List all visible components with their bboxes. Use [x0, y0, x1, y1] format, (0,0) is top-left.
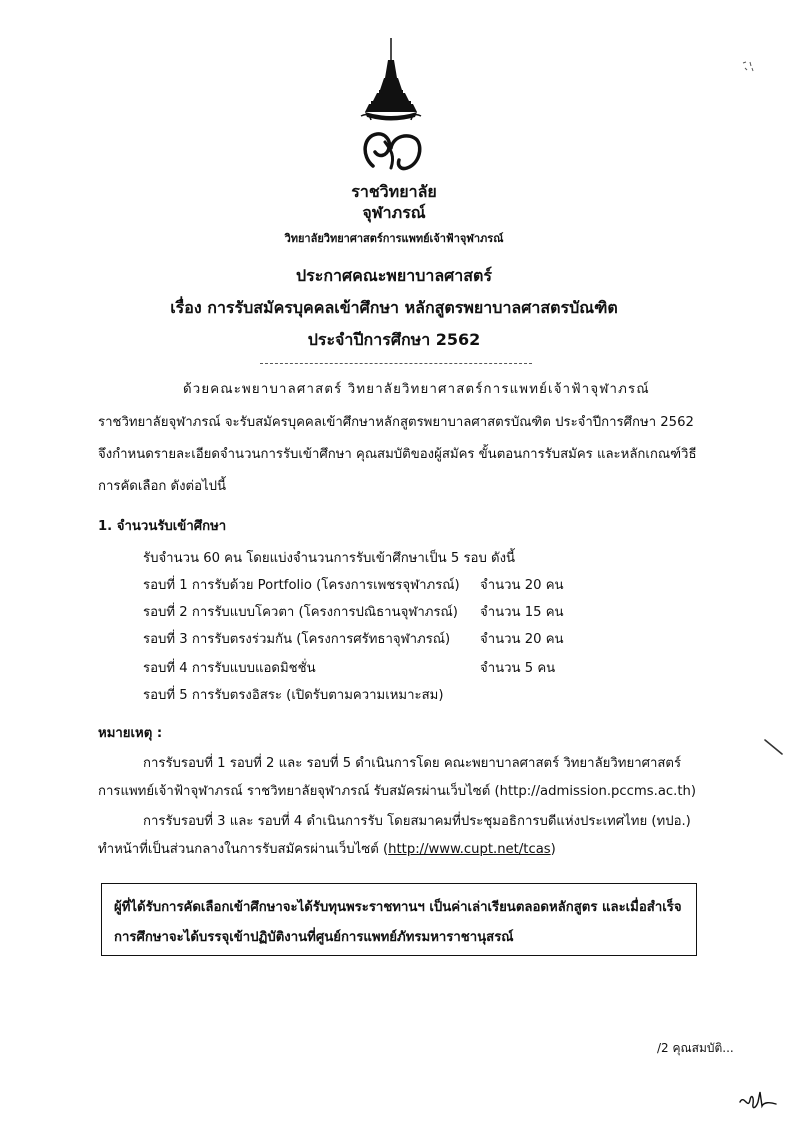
round-4-count: จำนวน 5 คน: [480, 661, 556, 676]
scan-mark-icon: [741, 60, 755, 72]
signature-initials-icon: [738, 1088, 778, 1112]
intro-line-2: ราชวิทยาลัยจุฬาภรณ์ จะรับสมัครบุคคลเข้าศึกษาหลักสูตรพยาบาลศาสตรบัณฑิต ประจำปีการศึกษา 2562: [98, 415, 694, 430]
note-line-2: การแพทย์เจ้าฟ้าจุฬาภรณ์ ราชวิทยาลัยจุฬาภรณ์ รับสมัครผ่านเว็บไซต์ (http://admission.pccms.ac.th): [98, 784, 697, 799]
round-2-label: รอบที่ 2 การรับแบบโควตา (โครงการปณิธานจุฬาภรณ์): [143, 605, 458, 620]
scholarship-notice-line-2: การศึกษาจะได้บรรจุเข้าปฏิบัติงานที่ศูนย์การแพทย์ภัทรมหาราชานุสรณ์: [114, 930, 514, 945]
intro-line-3: จึงกำหนดรายละเอียดจำนวนการรับเข้าศึกษา คุณสมบัติของผู้สมัคร ขั้นตอนการรับสมัคร และหลักเกณฑ์วิธี: [98, 447, 697, 462]
tcas-link[interactable]: http://www.cupt.net/tcas: [388, 842, 551, 857]
round-3-label: รอบที่ 3 การรับตรงร่วมกัน (โครงการศรัทธาจุฬาภรณ์): [143, 632, 451, 647]
scholarship-notice-line-1: ผู้ที่ได้รับการคัดเลือกเข้าศึกษาจะได้รับทุนพระราชทานฯ เป็นค่าเล่าเรียนตลอดหลักสูตร และเมื่อสำเร็จ: [114, 900, 682, 915]
round-2-count: จำนวน 15 คน: [480, 605, 564, 620]
section-1-heading: 1. จำนวนรับเข้าศึกษา: [98, 519, 227, 534]
round-3-count: จำนวน 20 คน: [480, 632, 564, 647]
institution-name: ราชวิทยาลัย: [351, 182, 437, 201]
institution-subtitle: วิทยาลัยวิทยาศาสตร์การแพทย์เจ้าฟ้าจุฬาภรณ์: [284, 232, 504, 245]
round-4-label: รอบที่ 4 การรับแบบแอดมิชชั่น: [143, 661, 316, 676]
institution-name-second-line: จุฬาภรณ์: [362, 203, 426, 222]
note-line-3: การรับรอบที่ 3 และ รอบที่ 4 ดำเนินการรับ โดยสมาคมที่ประชุมอธิการบดีแห่งประเทศไทย (ทปอ.): [143, 814, 691, 829]
note-line-4: [98, 838, 556, 859]
intro-line-4: การคัดเลือก ดังต่อไปนี้: [98, 479, 227, 494]
page-continuation: /2 คุณสมบัติ...: [657, 1041, 734, 1055]
pen-stroke-mark-icon: [764, 738, 784, 756]
announcement-subject: เรื่อง การรับสมัครบุคคลเข้าศึกษา หลักสูตรพยาบาลศาสตรบัณฑิต: [170, 298, 618, 317]
title-separator: [260, 363, 532, 364]
round-1-label: รอบที่ 1 การรับด้วย Portfolio (โครงการเพชรจุฬาภรณ์): [143, 578, 460, 593]
round-1-count: จำนวน 20 คน: [480, 578, 564, 593]
round-5-label: รอบที่ 5 การรับตรงอิสระ (เปิดรับตามความเหมาะสม): [143, 688, 444, 703]
notes-heading: หมายเหตุ :: [98, 726, 163, 741]
note-line-1: การรับรอบที่ 1 รอบที่ 2 และ รอบที่ 5 ดำเนินการโดย คณะพยาบาลศาสตร์ วิทยาลัยวิทยาศาสตร์: [143, 756, 682, 771]
scholarship-notice-box: [101, 883, 697, 956]
announcement-year: ประจำปีการศึกษา 2562: [307, 330, 481, 349]
intro-line-1: ด้วยคณะพยาบาลศาสตร์ วิทยาลัยวิทยาศาสตร์การแพทย์เจ้าฟ้าจุฬาภรณ์: [183, 382, 650, 397]
note-line-4-prefix: ทำหน้าที่เป็นส่วนกลางในการรับสมัครผ่านเว็บไซต์ (: [98, 842, 389, 857]
announcement-title: ประกาศคณะพยาบาลศาสตร์: [295, 266, 493, 285]
quota-summary: รับจำนวน 60 คน โดยแบ่งจำนวนการรับเข้าศึกษาเป็น 5 รอบ ดังนี้: [143, 551, 516, 566]
college-emblem-icon: [355, 38, 427, 183]
note-line-4-suffix: ): [550, 842, 556, 857]
